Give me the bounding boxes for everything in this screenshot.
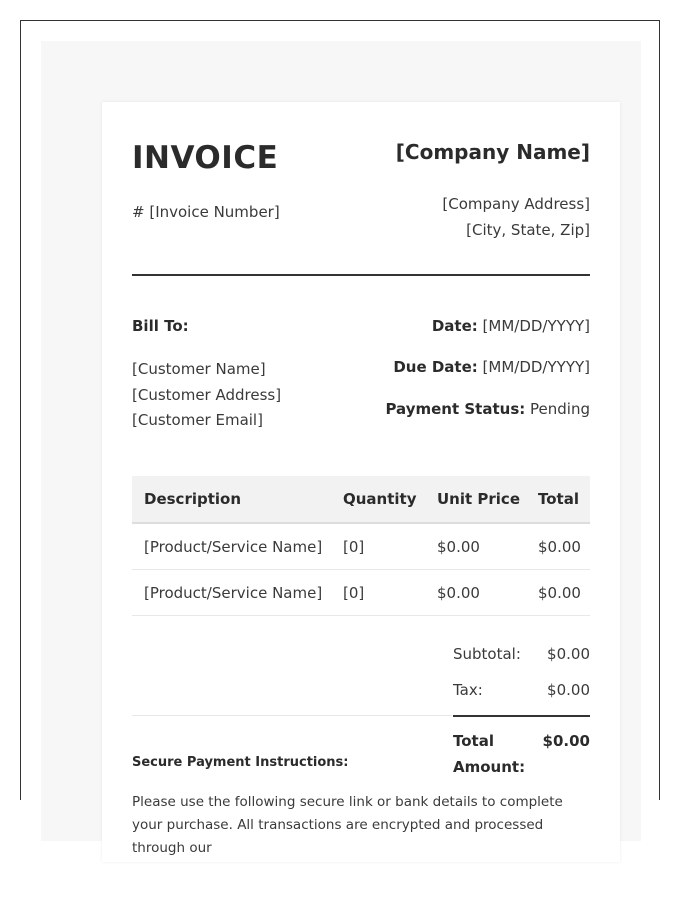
total-divider <box>453 715 590 717</box>
column-header-total: Total <box>526 476 590 523</box>
date-label: Date: <box>431 317 478 335</box>
bill-to-label: Bill To: <box>132 317 189 335</box>
invoice-document <box>102 102 620 862</box>
due-date-value: [MM/DD/YYYY] <box>482 358 590 376</box>
company-address-block <box>442 191 590 243</box>
company-city-state-zip: [City, State, Zip] <box>466 221 590 239</box>
page-background <box>41 41 641 856</box>
item-quantity: [0] <box>331 570 425 616</box>
table-row <box>132 570 590 616</box>
invoice-date <box>432 317 590 335</box>
invoice-title: INVOICE <box>132 140 279 176</box>
payment-instructions-title: Secure Payment Instructions: <box>132 755 349 770</box>
due-date <box>393 358 590 376</box>
item-total: $0.00 <box>526 570 590 616</box>
item-quantity: [0] <box>331 523 425 570</box>
total-amount-label: Total Amount: <box>453 732 526 776</box>
column-header-description: Description <box>132 476 331 523</box>
customer-email: [Customer Email] <box>132 411 263 429</box>
column-header-unit-price: Unit Price <box>425 476 526 523</box>
table-row <box>132 523 590 570</box>
table-header-row <box>132 476 590 523</box>
subtotal-value: $0.00 <box>547 645 590 663</box>
tax-label: Tax: <box>453 681 483 699</box>
page-frame <box>20 20 660 856</box>
payment-status-label: Payment Status: <box>385 400 526 418</box>
date-value: [MM/DD/YYYY] <box>482 317 590 335</box>
item-total: $0.00 <box>526 523 590 570</box>
column-header-quantity: Quantity <box>331 476 425 523</box>
payment-status <box>385 400 590 418</box>
payment-status-value: Pending <box>530 400 590 418</box>
section-divider <box>132 715 452 716</box>
item-description: [Product/Service Name] <box>132 570 331 616</box>
total-amount-value: $0.00 <box>542 732 590 750</box>
line-items-table <box>132 476 590 616</box>
customer-address: [Customer Address] <box>132 385 282 404</box>
item-unit-price: $0.00 <box>425 570 526 616</box>
tax-value: $0.00 <box>547 681 590 699</box>
customer-name: [Customer Name] <box>132 360 266 378</box>
header-divider <box>132 274 590 276</box>
company-address: [Company Address] <box>442 195 590 213</box>
due-date-label: Due Date: <box>393 358 478 376</box>
customer-block <box>132 357 281 434</box>
payment-instructions-text: Please use the following secure link or bank details to complete your purchase. All transactions are encrypted and processed through our <box>132 794 563 856</box>
item-description: [Product/Service Name] <box>132 523 331 570</box>
invoice-number: # [Invoice Number] <box>132 203 280 221</box>
subtotal-label: Subtotal: <box>453 645 521 663</box>
item-unit-price: $0.00 <box>425 523 526 570</box>
company-name: [Company Name] <box>395 140 590 164</box>
